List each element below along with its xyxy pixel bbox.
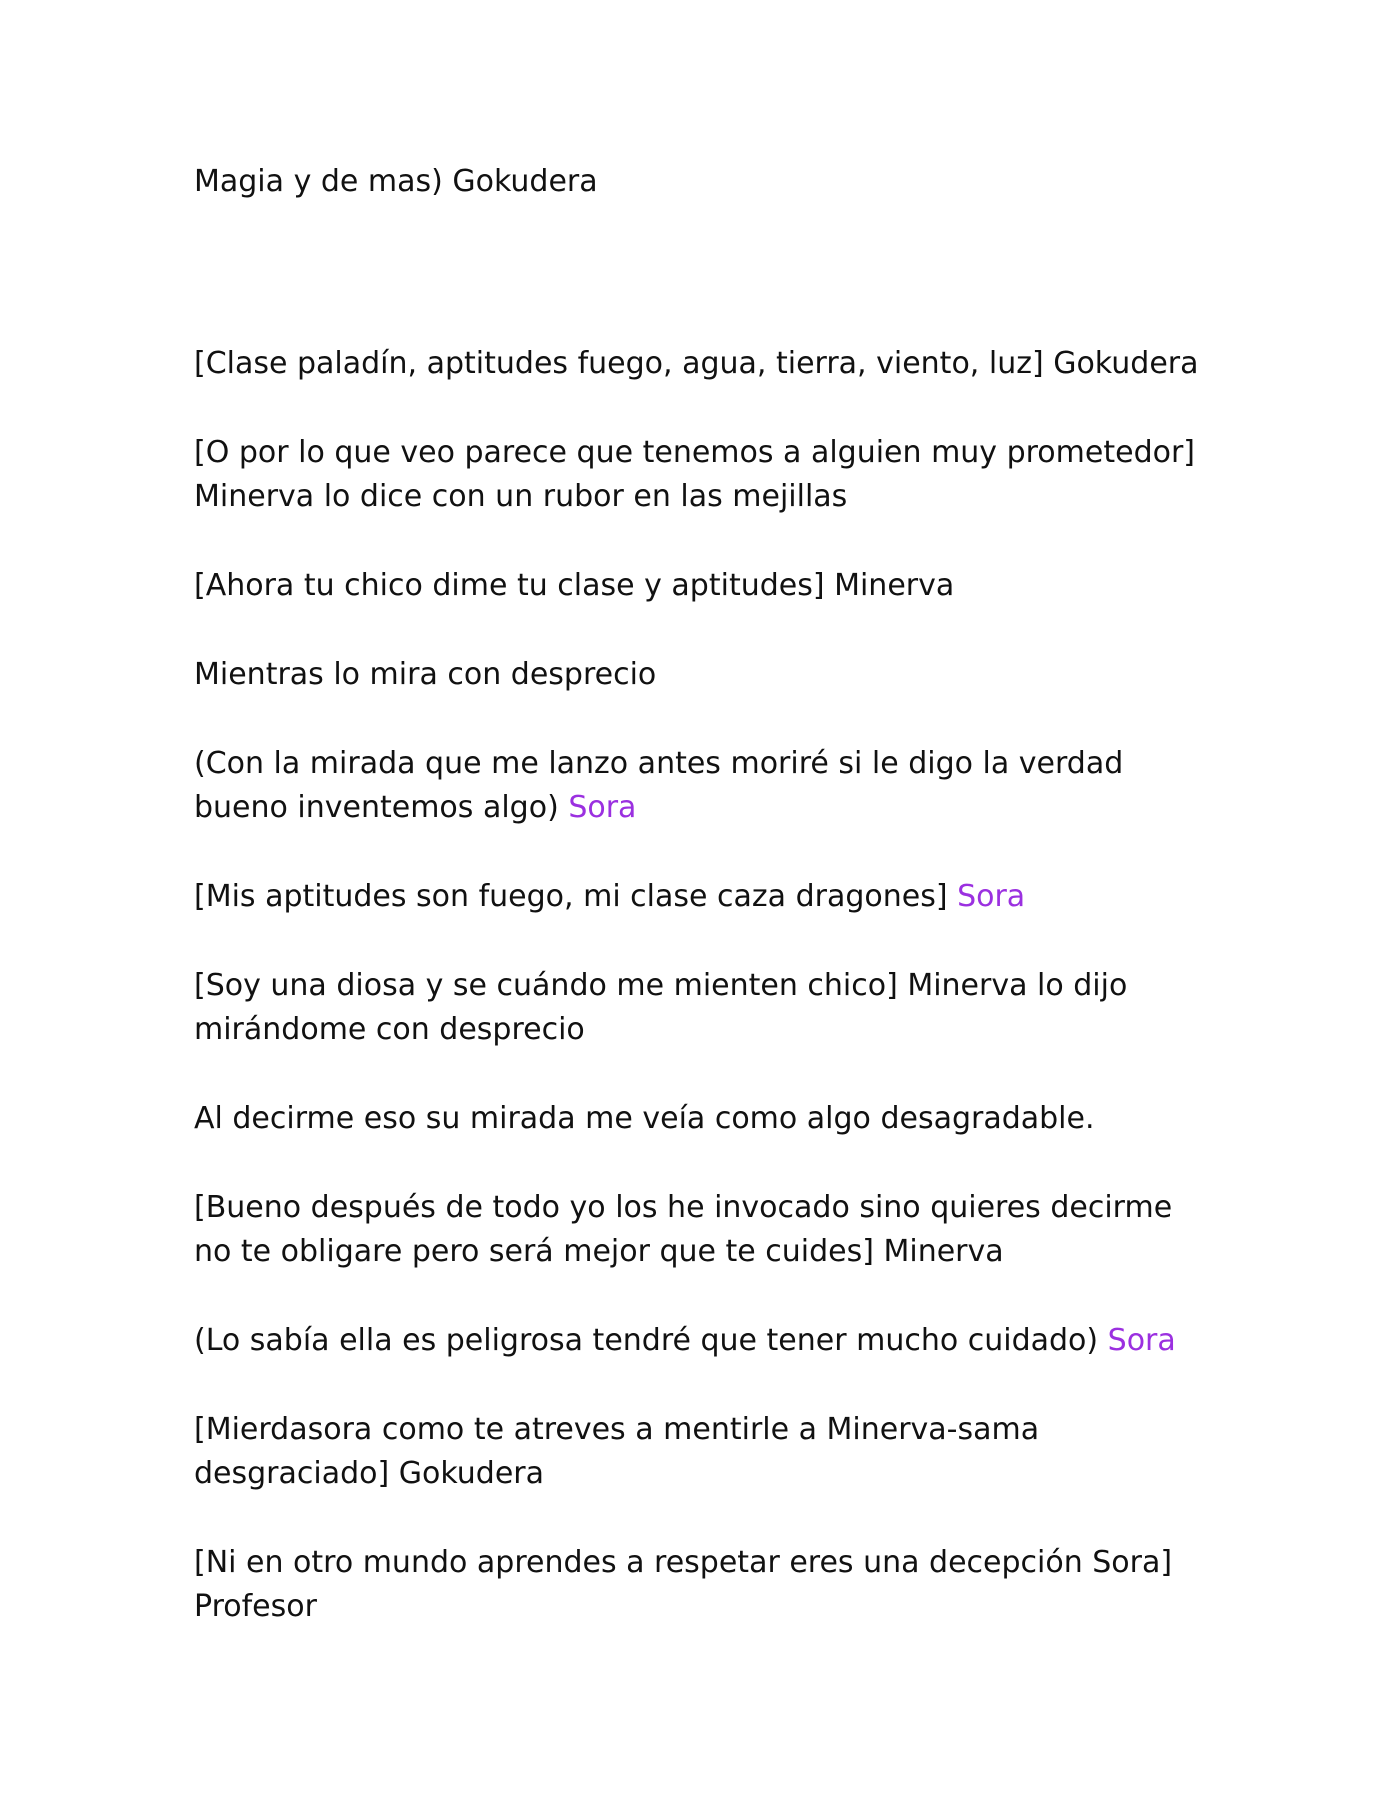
paragraph-text: (Lo sabía ella es peligrosa tendré que tener mucho cuidado) (194, 1323, 1108, 1358)
paragraph-text: [Bueno después de todo yo los he invocado sino quieres decirme no te obligare pero será mejor que te cuides] Minerva (194, 1190, 1173, 1269)
paragraph-5 (194, 653, 1204, 697)
paragraph-3 (194, 431, 1204, 519)
paragraph-12 (194, 1408, 1204, 1496)
paragraph-text: [Ahora tu chico dime tu clase y aptitudes] Minerva (194, 568, 955, 603)
paragraph-11 (194, 1319, 1204, 1363)
paragraph-text: Magia y de mas) Gokudera (194, 164, 598, 199)
paragraph-2 (194, 342, 1204, 386)
speaker-sora: Sora (1107, 1323, 1176, 1358)
speaker-sora: Sora (568, 790, 637, 825)
paragraph-8 (194, 964, 1204, 1052)
paragraph-text: [O por lo que veo parece que tenemos a alguien muy prometedor] Minerva lo dice con un rubor en las mejillas (194, 435, 1196, 514)
paragraph-13 (194, 1541, 1204, 1629)
paragraph-text: [Mierdasora como te atreves a mentirle a Minerva-sama desgraciado] Gokudera (194, 1412, 1040, 1491)
paragraph-text: [Ni en otro mundo aprendes a respetar eres una decepción Sora] Profesor (194, 1545, 1173, 1624)
paragraph-text: Al decirme eso su mirada me veía como algo desagradable. (194, 1101, 1095, 1136)
paragraph-10 (194, 1186, 1204, 1274)
speaker-sora: Sora (957, 879, 1026, 914)
paragraph-6 (194, 742, 1204, 830)
paragraph-7 (194, 875, 1204, 919)
paragraph-text: [Clase paladín, aptitudes fuego, agua, tierra, viento, luz] Gokudera (194, 346, 1199, 381)
paragraph-text: Mientras lo mira con desprecio (194, 657, 657, 692)
paragraph-text: [Soy una diosa y se cuándo me mienten chico] Minerva lo dijo mirándome con desprecio (194, 968, 1128, 1047)
paragraph-1 (194, 160, 1204, 204)
paragraph-text: (Con la mirada que me lanzo antes moriré si le digo la verdad bueno inventemos algo) (194, 746, 1124, 825)
paragraph-text: [Mis aptitudes son fuego, mi clase caza dragones] (194, 879, 958, 914)
paragraph-4 (194, 564, 1204, 608)
paragraph-9 (194, 1097, 1204, 1141)
